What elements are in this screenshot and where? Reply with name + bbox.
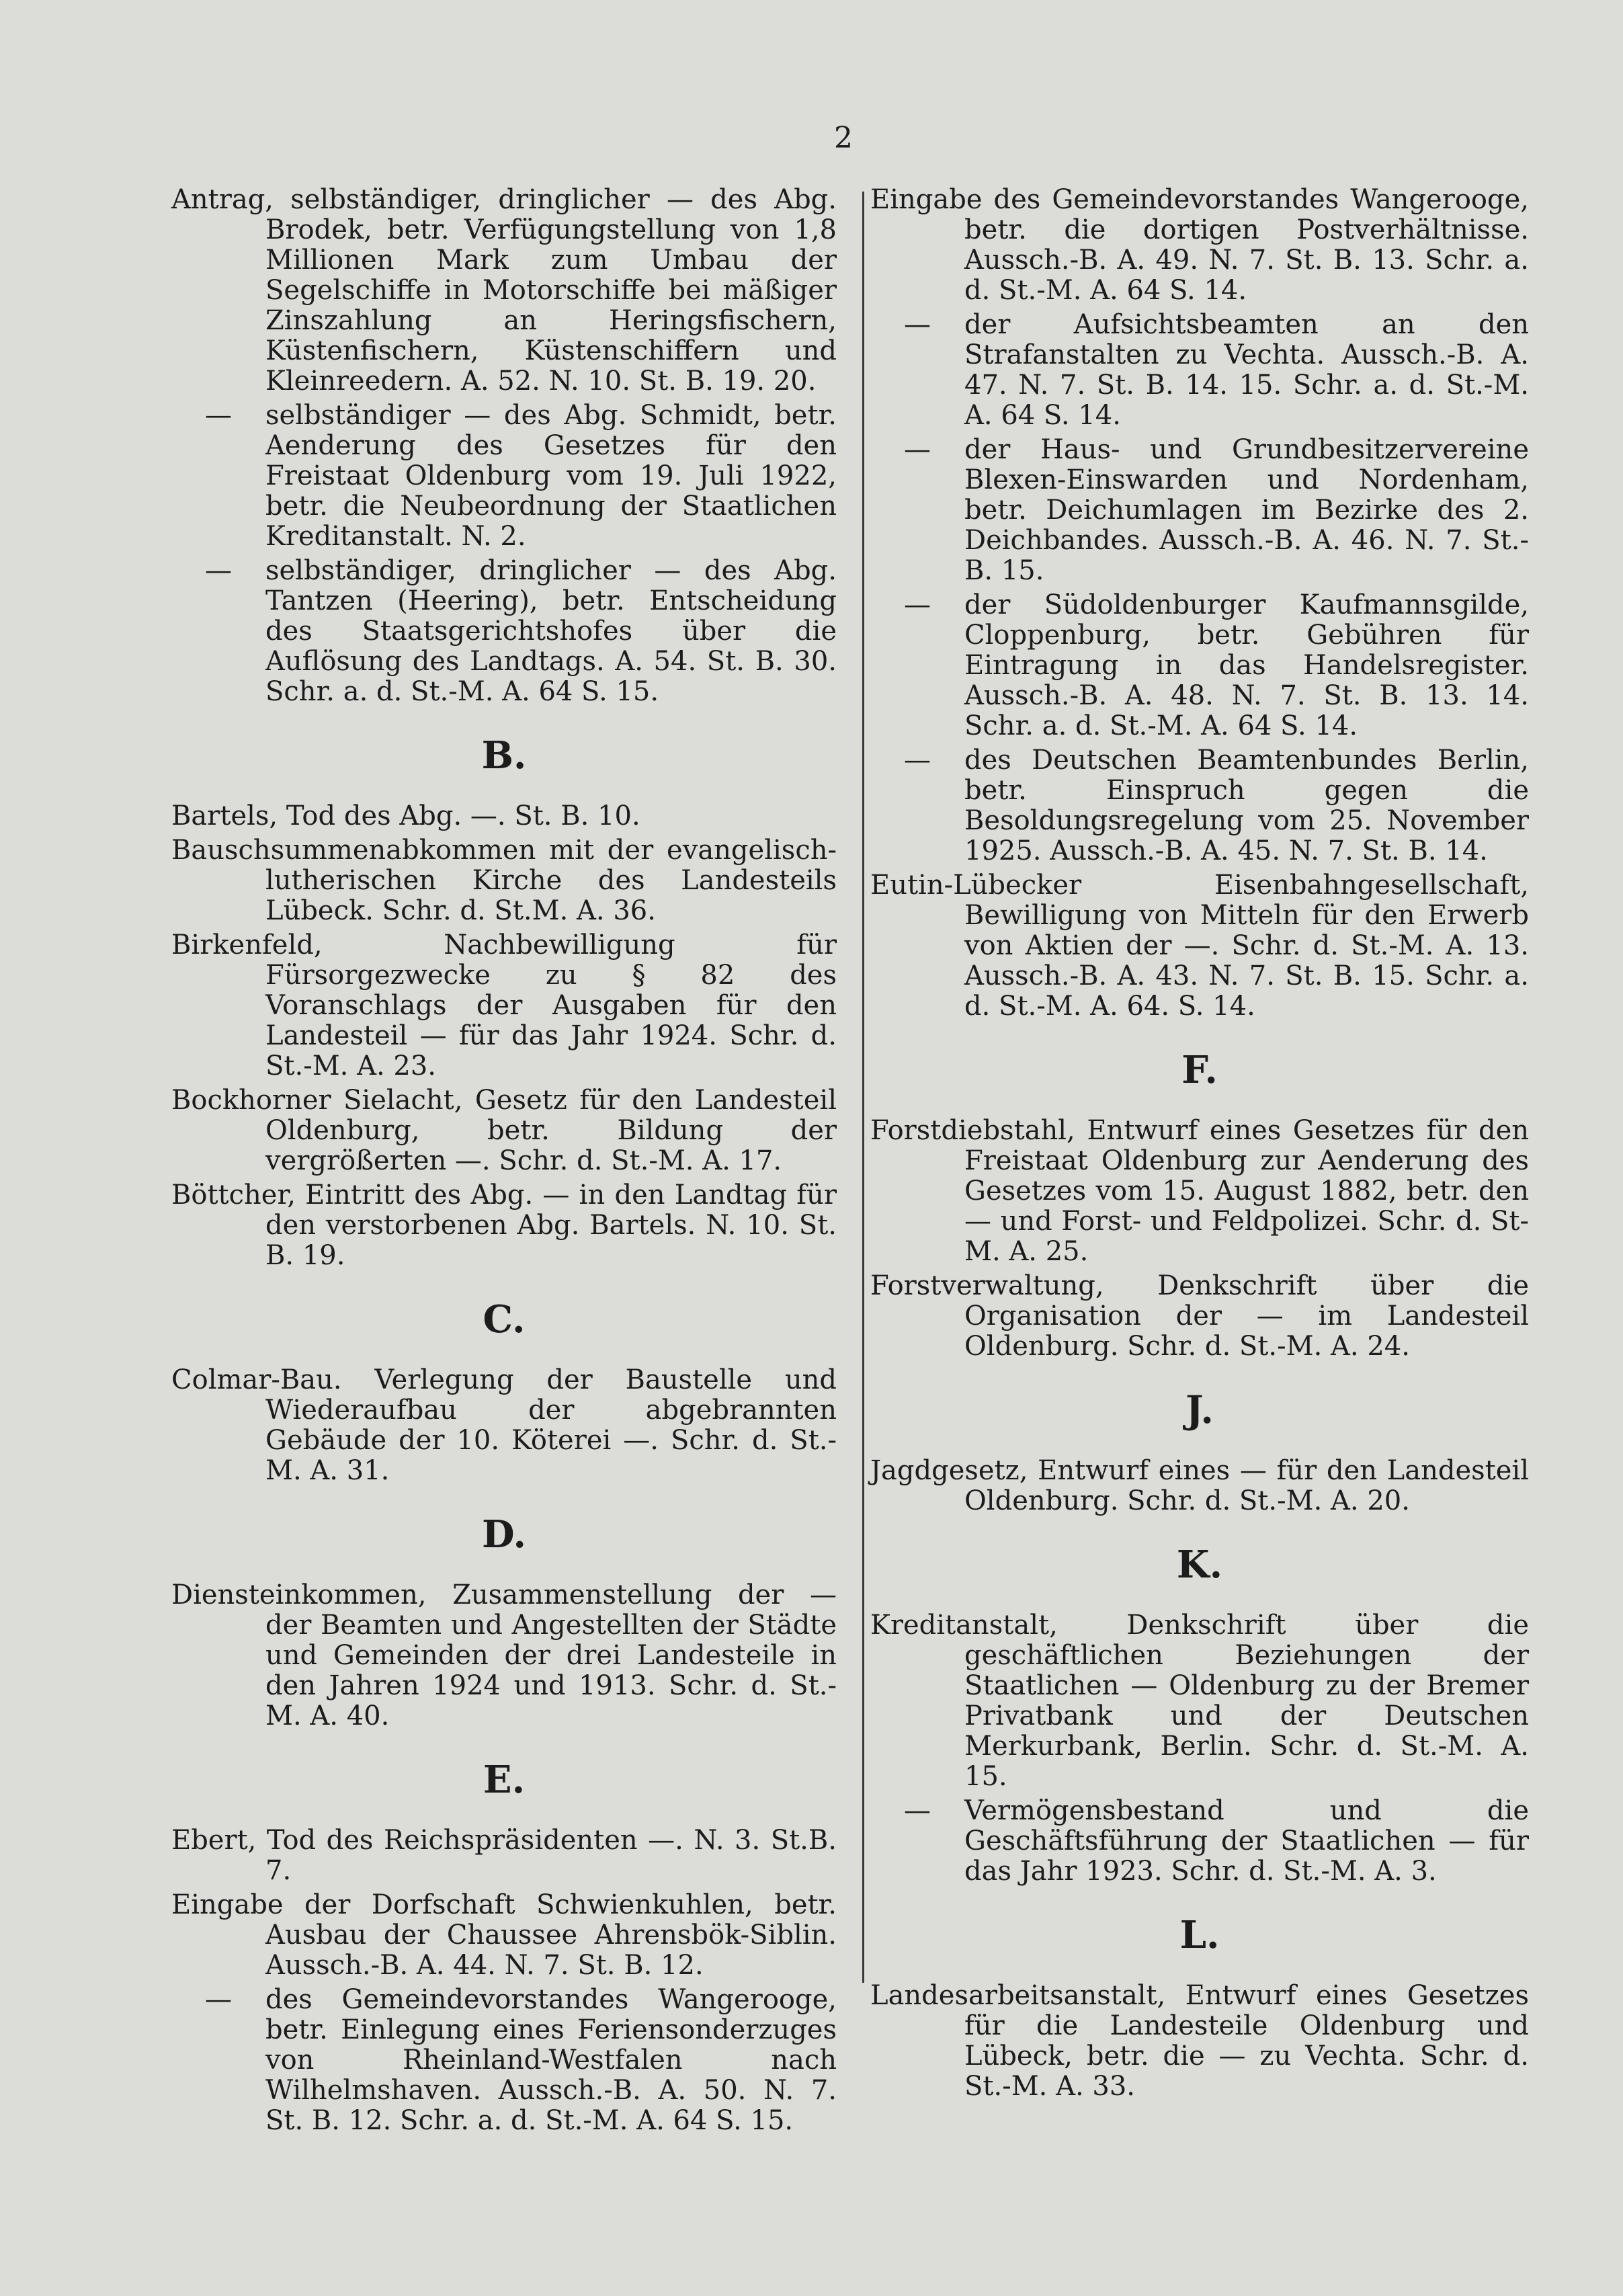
section-letter-heading: L. — [1179, 1913, 1220, 1957]
subentry-text: selbständiger — des Abg. Schmidt, betr. Aenderung des Gesetzes für den Freistaat Oldenburg vom 19. Juli 1922, betr. die Neubeordnung der Staatlichen Kreditanstalt. N. 2. — [265, 400, 837, 552]
ditto-dash: — — [205, 1984, 232, 2015]
section-letter-heading: D. — [481, 1512, 527, 1557]
ditto-dash: — — [205, 555, 232, 586]
subentry-text: selbständiger, dringlicher — des Abg. Tantzen (Heering), betr. Entscheidung des Staatsgerichtshofes über die Auflösung des Landtags. A. 54. St. B. 30. Schr. a. d. St.-M. A. 64 S. 15. — [265, 555, 837, 707]
subentry-text: der Haus- und Grundbesitzervereine Blexen-Einswarden und Nordenham, betr. Deichumlagen im Bezirke des 2. Deichbandes. Aussch.-B. A. 46. N. 7. St.-B. 15. — [964, 434, 1529, 586]
index-subentry — [870, 745, 1529, 866]
index-entry: Forstdiebstahl, Entwurf eines Gesetzes für den Freistaat Oldenburg zur Aenderung des Gesetzes vom 15. August 1882, betr. den — und Forst- und Feldpolizei. Schr. d. St-M. A. 25. — [870, 1115, 1529, 1267]
index-entry: Colmar-Bau. Verlegung der Baustelle und Wiederaufbau der abgebrannten Gebäude der 10. Köterei —. Schr. d. St.-M. A. 31. — [171, 1364, 837, 1486]
subentry-text: der Aufsichtsbeamten an den Strafanstalten zu Vechta. Aussch.-B. A. 47. N. 7. St. B. 14. 15. Schr. a. d. St.-M. A. 64 S. 14. — [964, 309, 1529, 431]
index-subentry — [870, 590, 1529, 741]
index-entry: Böttcher, Eintritt des Abg. — in den Landtag für den verstorbenen Abg. Bartels. N. 10. St. B. 19. — [171, 1180, 837, 1271]
section-letter-heading: E. — [483, 1758, 526, 1802]
index-entry: Bockhorner Sielacht, Gesetz für den Landesteil Oldenburg, betr. Bildung der vergrößerten —. Schr. d. St.-M. A. 17. — [171, 1085, 837, 1176]
subentry-text: des Gemeindevorstandes Wangerooge, betr. Einlegung eines Feriensonderzuges von Rheinland-Westfalen nach Wilhelmshaven. Aussch.-B. A. 50. N. 7. St. B. 12. Schr. a. d. St.-M. A. 64 S. 15. — [265, 1984, 837, 2136]
index-entry: Ebert, Tod des Reichspräsidenten —. N. 3. St.B. 7. — [171, 1825, 837, 1886]
index-entry: Landesarbeitsanstalt, Entwurf eines Gesetzes für die Landesteile Oldenburg und Lübeck, betr. die — zu Vechta. Schr. d. St.-M. A. 33. — [870, 1980, 1529, 2102]
ditto-dash: — — [904, 1795, 931, 1826]
ditto-dash: — — [904, 309, 931, 340]
ditto-dash: — — [904, 434, 931, 465]
subentry-text: des Deutschen Beamtenbundes Berlin, betr. Einspruch gegen die Besoldungsregelung vom 25. November 1925. Aussch.-B. A. 45. N. 7. St. B. 14. — [964, 745, 1529, 866]
index-entry: Forstverwaltung, Denkschrift über die Organisation der — im Landesteil Oldenburg. Schr. d. St.-M. A. 24. — [870, 1270, 1529, 1362]
index-subentry — [870, 435, 1529, 586]
section-letter-heading: K. — [1176, 1543, 1223, 1587]
index-subentry — [171, 1985, 837, 2136]
section-letter-heading: J. — [1185, 1388, 1214, 1432]
index-subentry — [870, 310, 1529, 431]
section-letter-heading: B. — [481, 733, 527, 778]
page-number: 2 — [834, 121, 853, 155]
section-letter-heading: C. — [483, 1297, 526, 1342]
ditto-dash: — — [904, 745, 931, 776]
ditto-dash: — — [904, 589, 931, 620]
index-entry: Jagdgesetz, Entwurf eines — für den Landesteil Oldenburg. Schr. d. St.-M. A. 20. — [870, 1455, 1529, 1516]
index-subentry — [870, 1796, 1529, 1887]
index-entry: Eingabe der Dorfschaft Schwienkuhlen, betr. Ausbau der Chaussee Ahrensbök-Siblin. Aussch.-B. A. 44. N. 7. St. B. 12. — [171, 1889, 837, 1981]
index-entry: Antrag, selbständiger, dringlicher — des Abg. Brodek, betr. Verfügungstellung von 1,8 Millionen Mark zum Umbau der Segelschiffe in Motorschiffe bei mäßiger Zinszahlung an Heringsfischern, Küstenfischern, Küstenschiffern und Kleinreedern. A. 52. N. 10. St. B. 19. 20. — [171, 184, 837, 397]
index-subentry — [171, 401, 837, 552]
index-entry: Birkenfeld, Nachbewilligung für Fürsorgezwecke zu § 82 des Voranschlags der Ausgaben für den Landesteil — für das Jahr 1924. Schr. d. St.-M. A. 23. — [171, 930, 837, 1081]
subentry-text: der Südoldenburger Kaufmannsgilde, Cloppenburg, betr. Gebühren für Eintragung in das Handelsregister. Aussch.-B. A. 48. N. 7. St. B. 13. 14. Schr. a. d. St.-M. A. 64 S. 14. — [964, 589, 1529, 741]
index-entry: Eutin-Lübecker Eisenbahngesellschaft, Bewilligung von Mitteln für den Erwerb von Aktien der —. Schr. d. St.-M. A. 13. Aussch.-B. A. 43. N. 7. St. B. 15. Schr. a. d. St.-M. A. 64. S. 14. — [870, 870, 1529, 1022]
section-letter-heading: F. — [1181, 1048, 1218, 1092]
subentry-text: Vermögensbestand und die Geschäftsführung der Staatlichen — für das Jahr 1923. Schr. d. St.-M. A. 3. — [964, 1795, 1529, 1887]
index-entry: Diensteinkommen, Zusammenstellung der — der Beamten und Angestellten der Städte und Gemeinden der drei Landesteile in den Jahren 1924 und 1913. Schr. d. St.-M. A. 40. — [171, 1580, 837, 1731]
index-subentry — [171, 556, 837, 707]
right-column — [870, 185, 1529, 2106]
left-column — [171, 185, 837, 2140]
index-entry: Bartels, Tod des Abg. —. St. B. 10. — [171, 801, 640, 831]
ditto-dash: — — [205, 400, 232, 431]
index-entry: Kreditanstalt, Denkschrift über die geschäftlichen Beziehungen der Staatlichen — Oldenburg zu der Bremer Privatbank und der Deutschen Merkurbank, Berlin. Schr. d. St.-M. A. 15. — [870, 1610, 1529, 1792]
index-entry: Bauschsummenabkommen mit der evangelisch-lutherischen Kirche des Landesteils Lübeck. Schr. d. St.M. A. 36. — [171, 835, 837, 926]
column-divider — [862, 192, 864, 1983]
index-entry: Eingabe des Gemeindevorstandes Wangerooge, betr. die dortigen Postverhältnisse. Aussch.-B. A. 49. N. 7. St. B. 13. Schr. a. d. St.-M. A. 64 S. 14. — [870, 184, 1529, 306]
